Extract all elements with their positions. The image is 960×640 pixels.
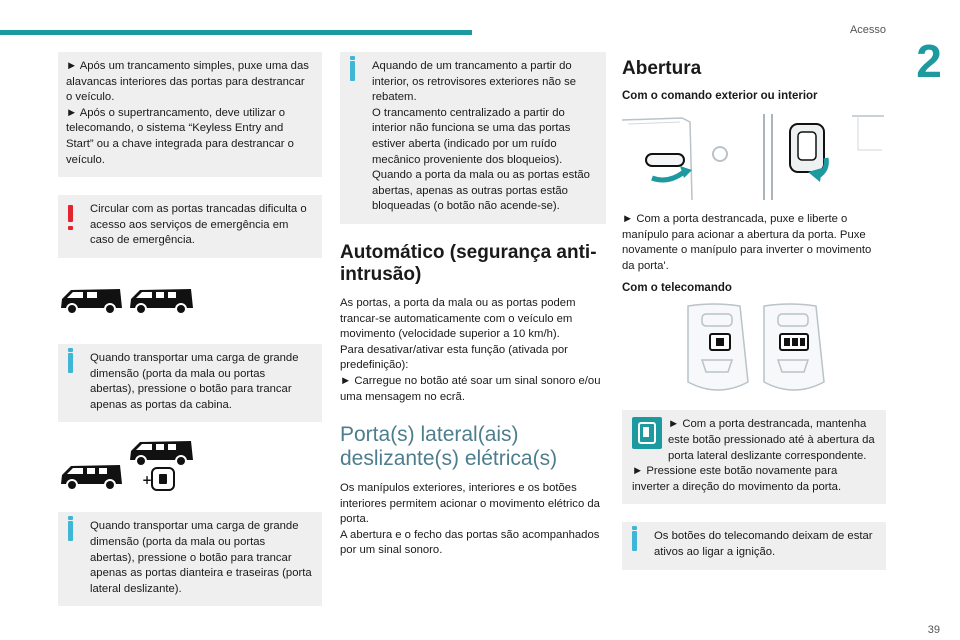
paragraph: Os manípulos exteriores, interiores e os botões interiores permitem acionar o movimento elétrico da porta.	[340, 482, 600, 526]
remote-key-icon	[622, 302, 886, 398]
header-accent-bar	[0, 30, 472, 35]
body-text	[340, 481, 606, 559]
remote-instructions	[622, 410, 886, 504]
note-text: O trancamento centralizado a partir do interior não funciona se uma das portas estiver aberta (indicado por um ruído mecânico proveniente dos bloqueios).	[372, 106, 571, 166]
paragraph: Para desativar/ativar esta função (ativada por predefinição):	[340, 343, 568, 372]
paragraph: ► Após o supertrancamento, deve utilizar o telecomando, o sistema “Keyless Entry and Start” ou a chave integrada para destrancar o veículo.	[66, 106, 294, 166]
info-icon	[68, 521, 73, 541]
van-illustration-1	[58, 276, 322, 332]
info-box-unlock	[58, 52, 322, 177]
section-heading: Abertura	[622, 58, 702, 79]
warning-text: Circular com as portas trancadas dificulta o acesso aos serviços de emergência em caso de emergência.	[90, 203, 307, 247]
van-illustration-2	[58, 440, 322, 500]
note-text: Quando a porta da mala ou as portas estão abertas, apenas as outras portas estão bloqueadas (o botão não acende-se).	[372, 169, 590, 213]
body-text: ► Com a porta destrancada, puxe e liberte o manípulo para acionar a abertura da porta. Puxe novamente o manípulo para inverter o movimento da porta'.	[622, 213, 872, 272]
sliding-door-button-icon	[632, 417, 662, 449]
note-text: Quando transportar uma carga de grande dimensão (porta da mala ou portas abertas), pressione o botão para trancar apenas as portas da cabina.	[90, 351, 299, 411]
door-handle-icon	[622, 110, 886, 202]
note-box	[622, 522, 886, 569]
paragraph: As portas, a porta da mala ou as portas podem trancar-se automaticamente com o veículo em movimento (velocidade superior a 10 km/h).	[340, 296, 576, 341]
note-box	[58, 344, 322, 422]
body-text	[340, 296, 606, 405]
warning-icon	[68, 205, 73, 222]
column-middle	[340, 52, 606, 567]
note-box	[58, 512, 322, 606]
section-heading: Automático (segurança anti-intrusão)	[340, 241, 597, 285]
remote-control-illustration	[622, 302, 886, 400]
column-left	[58, 52, 322, 624]
paragraph: ► Carregue no botão até soar um sinal sonoro e/ou uma mensagem no ecrã.	[340, 374, 601, 403]
note-text: Quando transportar uma carga de grande dimensão (porta da mala ou portas abertas), pressione o botão para trancar apenas as portas dianteira e traseiras (porta lateral deslizante).	[90, 520, 312, 595]
paragraph: ► Após um trancamento simples, puxe uma das alavancas interiores das portas para destrancar o veículo.	[66, 60, 309, 104]
column-right	[622, 52, 886, 588]
warning-box	[58, 195, 322, 258]
section-heading-light: Porta(s) lateral(ais) deslizante(s) elétrica(s)	[340, 423, 558, 471]
info-icon	[68, 353, 73, 373]
note-text: Aquando de um trancamento a partir do interior, os retrovisores exteriores não se rebatem.	[372, 60, 577, 104]
info-icon	[350, 61, 355, 81]
svg-text:+: +	[142, 473, 153, 488]
paragraph: ► Pressione este botão novamente para inverter a direção do movimento da porta.	[632, 465, 842, 493]
subheading: Com o telecomando	[622, 282, 732, 295]
paragraph: ► Com a porta destrancada, mantenha este botão pressionado até à abertura da porta lateral deslizante correspondente.	[668, 418, 875, 462]
van-icon	[58, 284, 208, 318]
subheading: Com o comando exterior ou interior	[622, 90, 818, 102]
page-number: 39	[927, 624, 940, 636]
note-box	[340, 52, 606, 224]
chapter-number: 2	[916, 35, 942, 87]
paragraph: A abertura e o fecho das portas são acompanhados por um sinal sonoro.	[340, 528, 600, 557]
door-handle-illustration	[622, 110, 886, 206]
info-icon	[632, 531, 637, 551]
section-title: Acesso	[849, 24, 887, 36]
note-text: Os botões do telecomando deixam de estar ativos ao ligar a ignição.	[654, 530, 873, 558]
van-icon	[58, 440, 208, 496]
